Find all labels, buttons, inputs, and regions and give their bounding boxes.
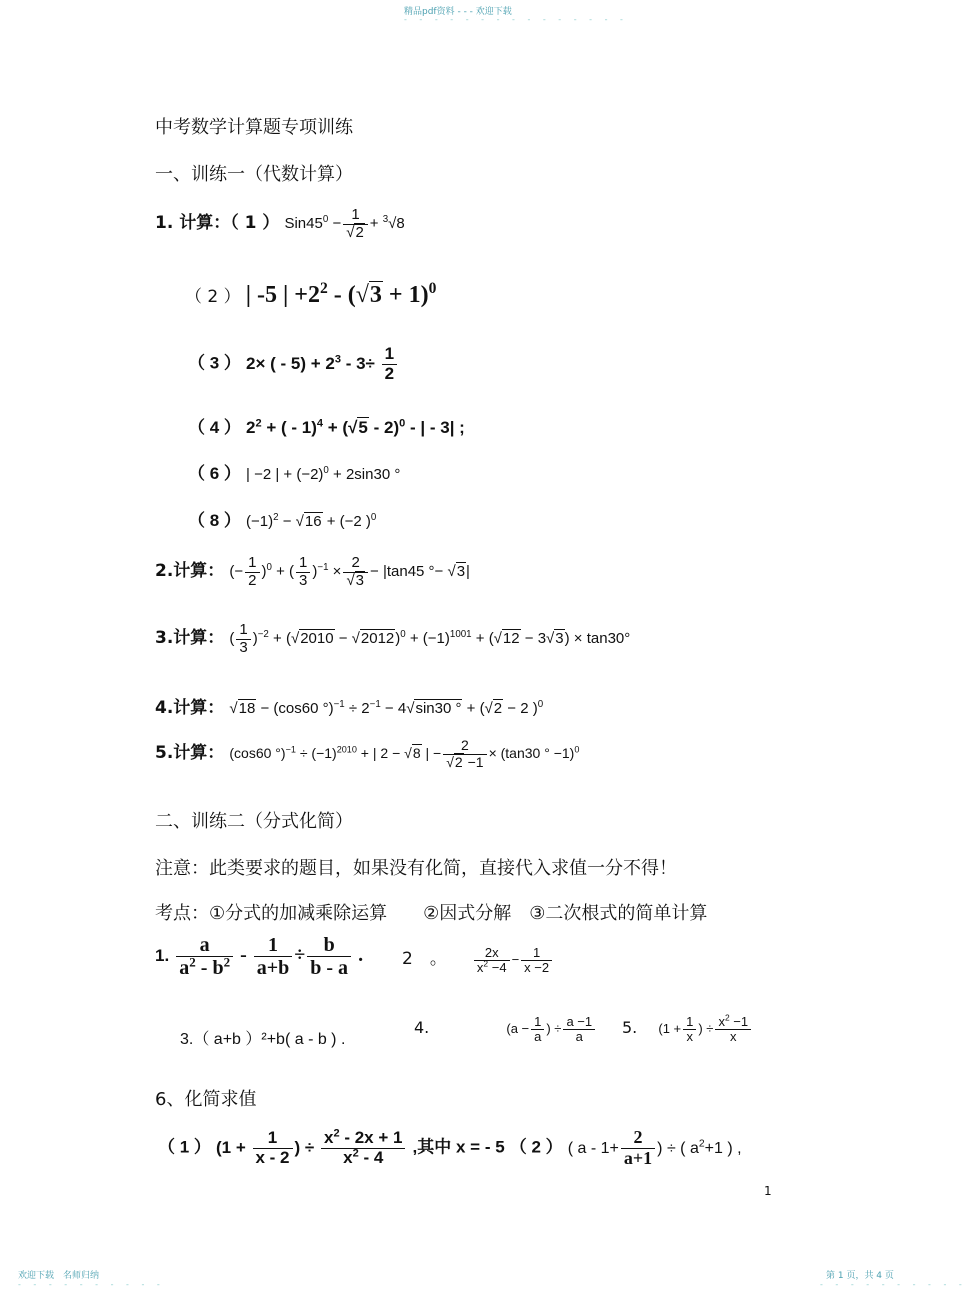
q1-p8-row <box>188 506 376 531</box>
header-dots: - - - - - - - - - - - - - - - <box>404 15 628 24</box>
header-watermark: 精品pdf资料 - - - 欢迎下载 <box>404 7 512 17</box>
section2-note: 注意：此类要求的题目，如果没有化简，直接代入求值一分不得！ <box>155 858 677 879</box>
q1-p2-row <box>185 282 436 309</box>
s2-p6-where: ,其中 x = - 5 <box>412 1137 505 1157</box>
q5-label: 5.计算： <box>155 743 225 763</box>
s2-p1-label: 1. <box>155 946 170 966</box>
s2-p2-row <box>402 944 554 975</box>
q1-row <box>155 207 405 241</box>
footer-left-dots: - - - - - - - - - - <box>18 1280 165 1289</box>
q1-p2-label: （ 2 ） <box>185 287 241 307</box>
q1-label: 1. 计算：（ 1 ） <box>155 212 280 233</box>
s2-p4-row <box>414 1015 597 1045</box>
q1-p4-label: （ 4 ） <box>188 418 241 437</box>
q1-p4-row <box>188 413 465 438</box>
q5-row <box>155 738 579 770</box>
footer-left: 欢迎下载 名师归纳 <box>18 1271 100 1281</box>
s2-p4-label: 4. <box>414 1018 430 1038</box>
q3-label: 3.计算： <box>155 627 225 648</box>
section1-heading: 一、训练一（代数计算） <box>155 164 353 185</box>
s2-p2-formula: $\frac{2x}{x^2 -4}$ − $\frac{1}{x -2}$ <box>472 952 554 967</box>
footer-right-dots: - - - - - - - - - - <box>820 1280 967 1289</box>
q1-p3-row <box>188 345 399 383</box>
q1-formula: $Sin45^0$ − $\frac{1}{√2}$ + $^3$√8 <box>284 206 405 241</box>
s2-p5-label: 5. <box>622 1018 638 1038</box>
s2-p1-formula: $\frac{a}{a^2 - b^2}$ - $\frac{1}{a+b}$ ÷ $\frac{b}{b - a}$ . <box>174 944 363 966</box>
s2-p6-row <box>158 1128 742 1169</box>
q2-formula: (− $\frac{1}{2}$ )$^0$ + ( $\frac{1}{3}$ )$^{-1}$ × $\frac{2}{√3}$ − |tan45 °− √3| <box>229 554 470 589</box>
page-title: 中考数学计算题专项训练 <box>155 117 353 138</box>
s2-p6-1-label: （ 1 ） <box>158 1137 211 1157</box>
q1-p6-label: （ 6 ） <box>188 464 241 483</box>
footer-right: 第 1 页，共 4 页 <box>826 1271 894 1281</box>
s2-p5-formula: (1 + $\frac{1}{x}$ ) ÷ $\frac{x^2 -1}{x}$ <box>658 1021 753 1036</box>
q5-formula: (cos60 $^\circ)^{-1} \div (-1)^{2010}$ + | 2 − √8 | − $\frac{2}{√2 -1}$ × (tan30 ° −1)$^0$ <box>229 737 580 770</box>
q3-formula: ( $\frac{1}{3}$ )$^{-2} + (√2010 - √2012)^0 + (-1)^{1001} + (√12 - 3√3) \times \tan 30^\circ$ <box>229 621 631 656</box>
s2-p6-2-label: （ 2 ） <box>509 1137 563 1157</box>
q4-row <box>155 693 543 718</box>
s2-p6-1-formula: (1 + $\frac{1}{x - 2}$ ) ÷ $\frac{x^2 - 2x + 1}{x^2 - 4}$ <box>216 1138 407 1157</box>
s2-p1-row <box>155 934 363 979</box>
q1-p2-formula: | -5 | $+2^2 - (√3 + 1)^0$ <box>245 280 437 308</box>
s2-p5-row <box>622 1012 753 1045</box>
s2-p6-heading: 6、化简求值 <box>155 1089 257 1110</box>
section2-points: 考点：①分式的加减乘除运算 ②因式分解 ③二次根式的简单计算 <box>155 903 708 924</box>
q1-p8-formula: $(-1)^2 - √16 + (-2$ )$^0$ <box>246 512 377 530</box>
q2-label: 2.计算： <box>155 560 225 581</box>
q1-p6-row <box>188 459 400 484</box>
page-number: 1 <box>764 1184 772 1198</box>
q1-p3-formula: 2× ( - $5) + 2^3 - 3\div$ $\frac{1}{2}$ <box>246 354 399 373</box>
q1-p6-formula: | −2 | + $(-2)^0 + 2\sin 30$ ° <box>246 465 401 483</box>
section2-heading: 二、训练二（分式化简） <box>155 811 353 832</box>
s2-p2-label: 2 。 <box>402 949 447 969</box>
q2-row <box>155 555 470 589</box>
q3-row <box>155 622 630 656</box>
s2-p4-formula: (a − $\frac{1}{a}$ ) ÷ $\frac{a -1}{a}$ <box>506 1021 597 1036</box>
s2-p3-formula: 3.（ a+b ）²+b( a - b ) . <box>180 1031 346 1048</box>
q4-label: 4.计算： <box>155 698 225 718</box>
q1-p8-label: （ 8 ） <box>188 511 241 530</box>
q1-p3-label: （ 3 ） <box>188 353 241 373</box>
q1-p4-formula: $2^2$ + ( - 1)$^4$ + (√5 - 2)$^0$ - | - 3| ; <box>246 417 465 437</box>
q4-formula: √18 − (cos60 $^\circ)^{-1} \div 2^{-1} - 4√\sin 30$ ° + (√2 − 2 )$^0$ <box>229 699 544 717</box>
s2-p6-2-formula: ( a - 1+ $\frac{2}{a+1}$ ) ÷ ( $a^2+1$ ) , <box>567 1127 742 1168</box>
